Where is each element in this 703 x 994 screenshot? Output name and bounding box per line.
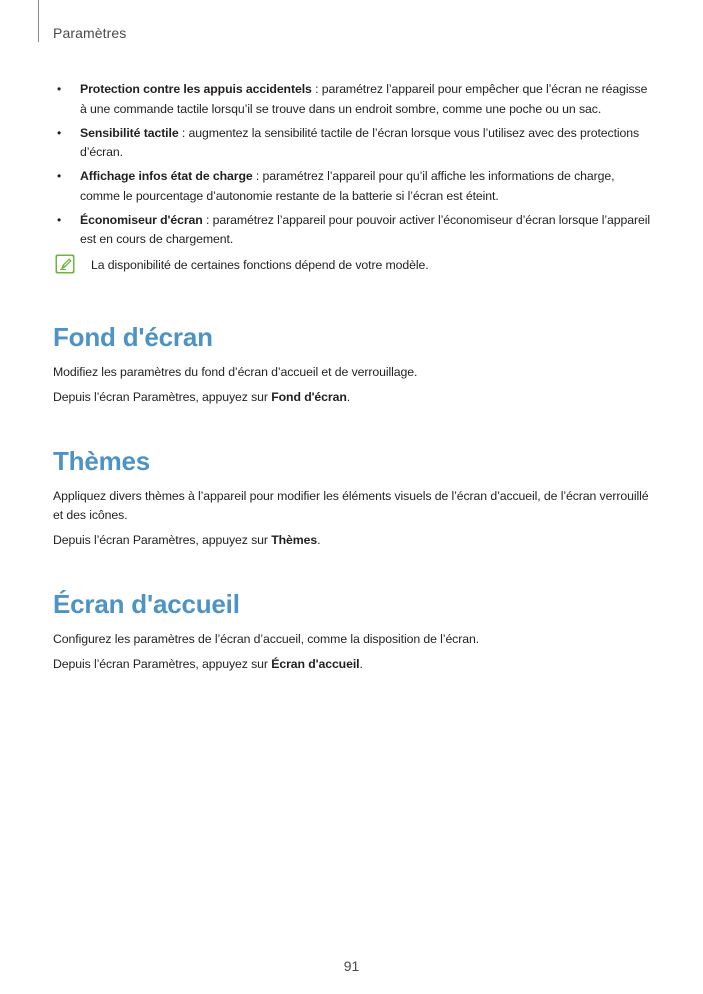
section-description: Modifiez les paramètres du fond d’écran d’accueil et de verrouillage.: [53, 365, 418, 379]
path-prefix: Depuis l’écran Paramètres, appuyez sur: [53, 657, 272, 671]
bullet-dot-icon: •: [57, 212, 62, 227]
bullet-dot-icon: •: [57, 125, 62, 140]
bullet-term: Économiseur d'écran: [80, 212, 203, 227]
bullet-dot-icon: •: [57, 169, 62, 183]
running-header: Paramètres: [53, 25, 127, 41]
section-title: Écran d'accueil: [53, 589, 240, 619]
bullet-term: Sensibilité tactile: [80, 125, 179, 140]
bullet-item: [55, 167, 655, 206]
section-home-screen: [53, 588, 653, 674]
bullet-text: : paramétrez l’appareil pour empêcher que l’écran ne réagisse à une commande tactile lorsqu’il se trouve dans un endroit sombre, comme une poche ou un sac.: [80, 82, 648, 116]
bullet-item: [55, 80, 655, 119]
path-prefix: Depuis l’écran Paramètres, appuyez sur: [53, 390, 272, 404]
path-target: Écran d'accueil: [271, 657, 360, 671]
section-path: [53, 531, 653, 550]
page-number: 91: [343, 958, 360, 974]
section-wallpaper: [53, 321, 653, 407]
note-pen-icon: [55, 254, 75, 274]
bullet-text: : paramétrez l’appareil pour pouvoir activer l’économiseur d’écran lorsque l’appareil est en cours de chargement.: [80, 212, 650, 246]
section-themes: [53, 445, 653, 550]
path-suffix: .: [346, 390, 351, 404]
bullet-term: Protection contre les appuis accidentels: [80, 82, 312, 96]
header-divider: [38, 0, 39, 42]
bullet-term: Affichage infos état de charge: [80, 169, 253, 183]
availability-note: [55, 254, 655, 278]
section-path: [53, 388, 653, 407]
bullet-item: [55, 124, 655, 163]
path-prefix: Depuis l’écran Paramètres, appuyez sur: [53, 533, 272, 547]
path-target: Thèmes: [271, 533, 318, 547]
bullet-text: : augmentez la sensibilité tactile de l’écran lorsque vous l’utilisez avec des protections d’écran.: [80, 125, 640, 159]
path-target: Fond d'écran: [271, 390, 347, 404]
path-suffix: .: [359, 657, 363, 671]
path-suffix: .: [317, 533, 321, 547]
bullet-text: : paramétrez l’appareil pour qu’il affiche les informations de charge, comme le pourcentage d’autonomie restante de la batterie si l’écran est éteint.: [80, 169, 615, 203]
bullet-dot-icon: •: [57, 82, 62, 96]
section-title: Fond d'écran: [53, 322, 213, 352]
note-text: La disponibilité de certaines fonctions dépend de votre modèle.: [91, 258, 429, 272]
section-description: Appliquez divers thèmes à l’appareil pour modifier les éléments visuels de l’écran d’accueil, de l’écran verrouillé et des icônes.: [53, 489, 649, 522]
section-path: [53, 655, 653, 674]
bullet-item: [55, 211, 655, 250]
section-title: Thèmes: [53, 446, 151, 476]
section-description: Configurez les paramètres de l’écran d’accueil, comme la disposition de l’écran.: [53, 632, 480, 646]
settings-bullet-list: [55, 80, 655, 254]
